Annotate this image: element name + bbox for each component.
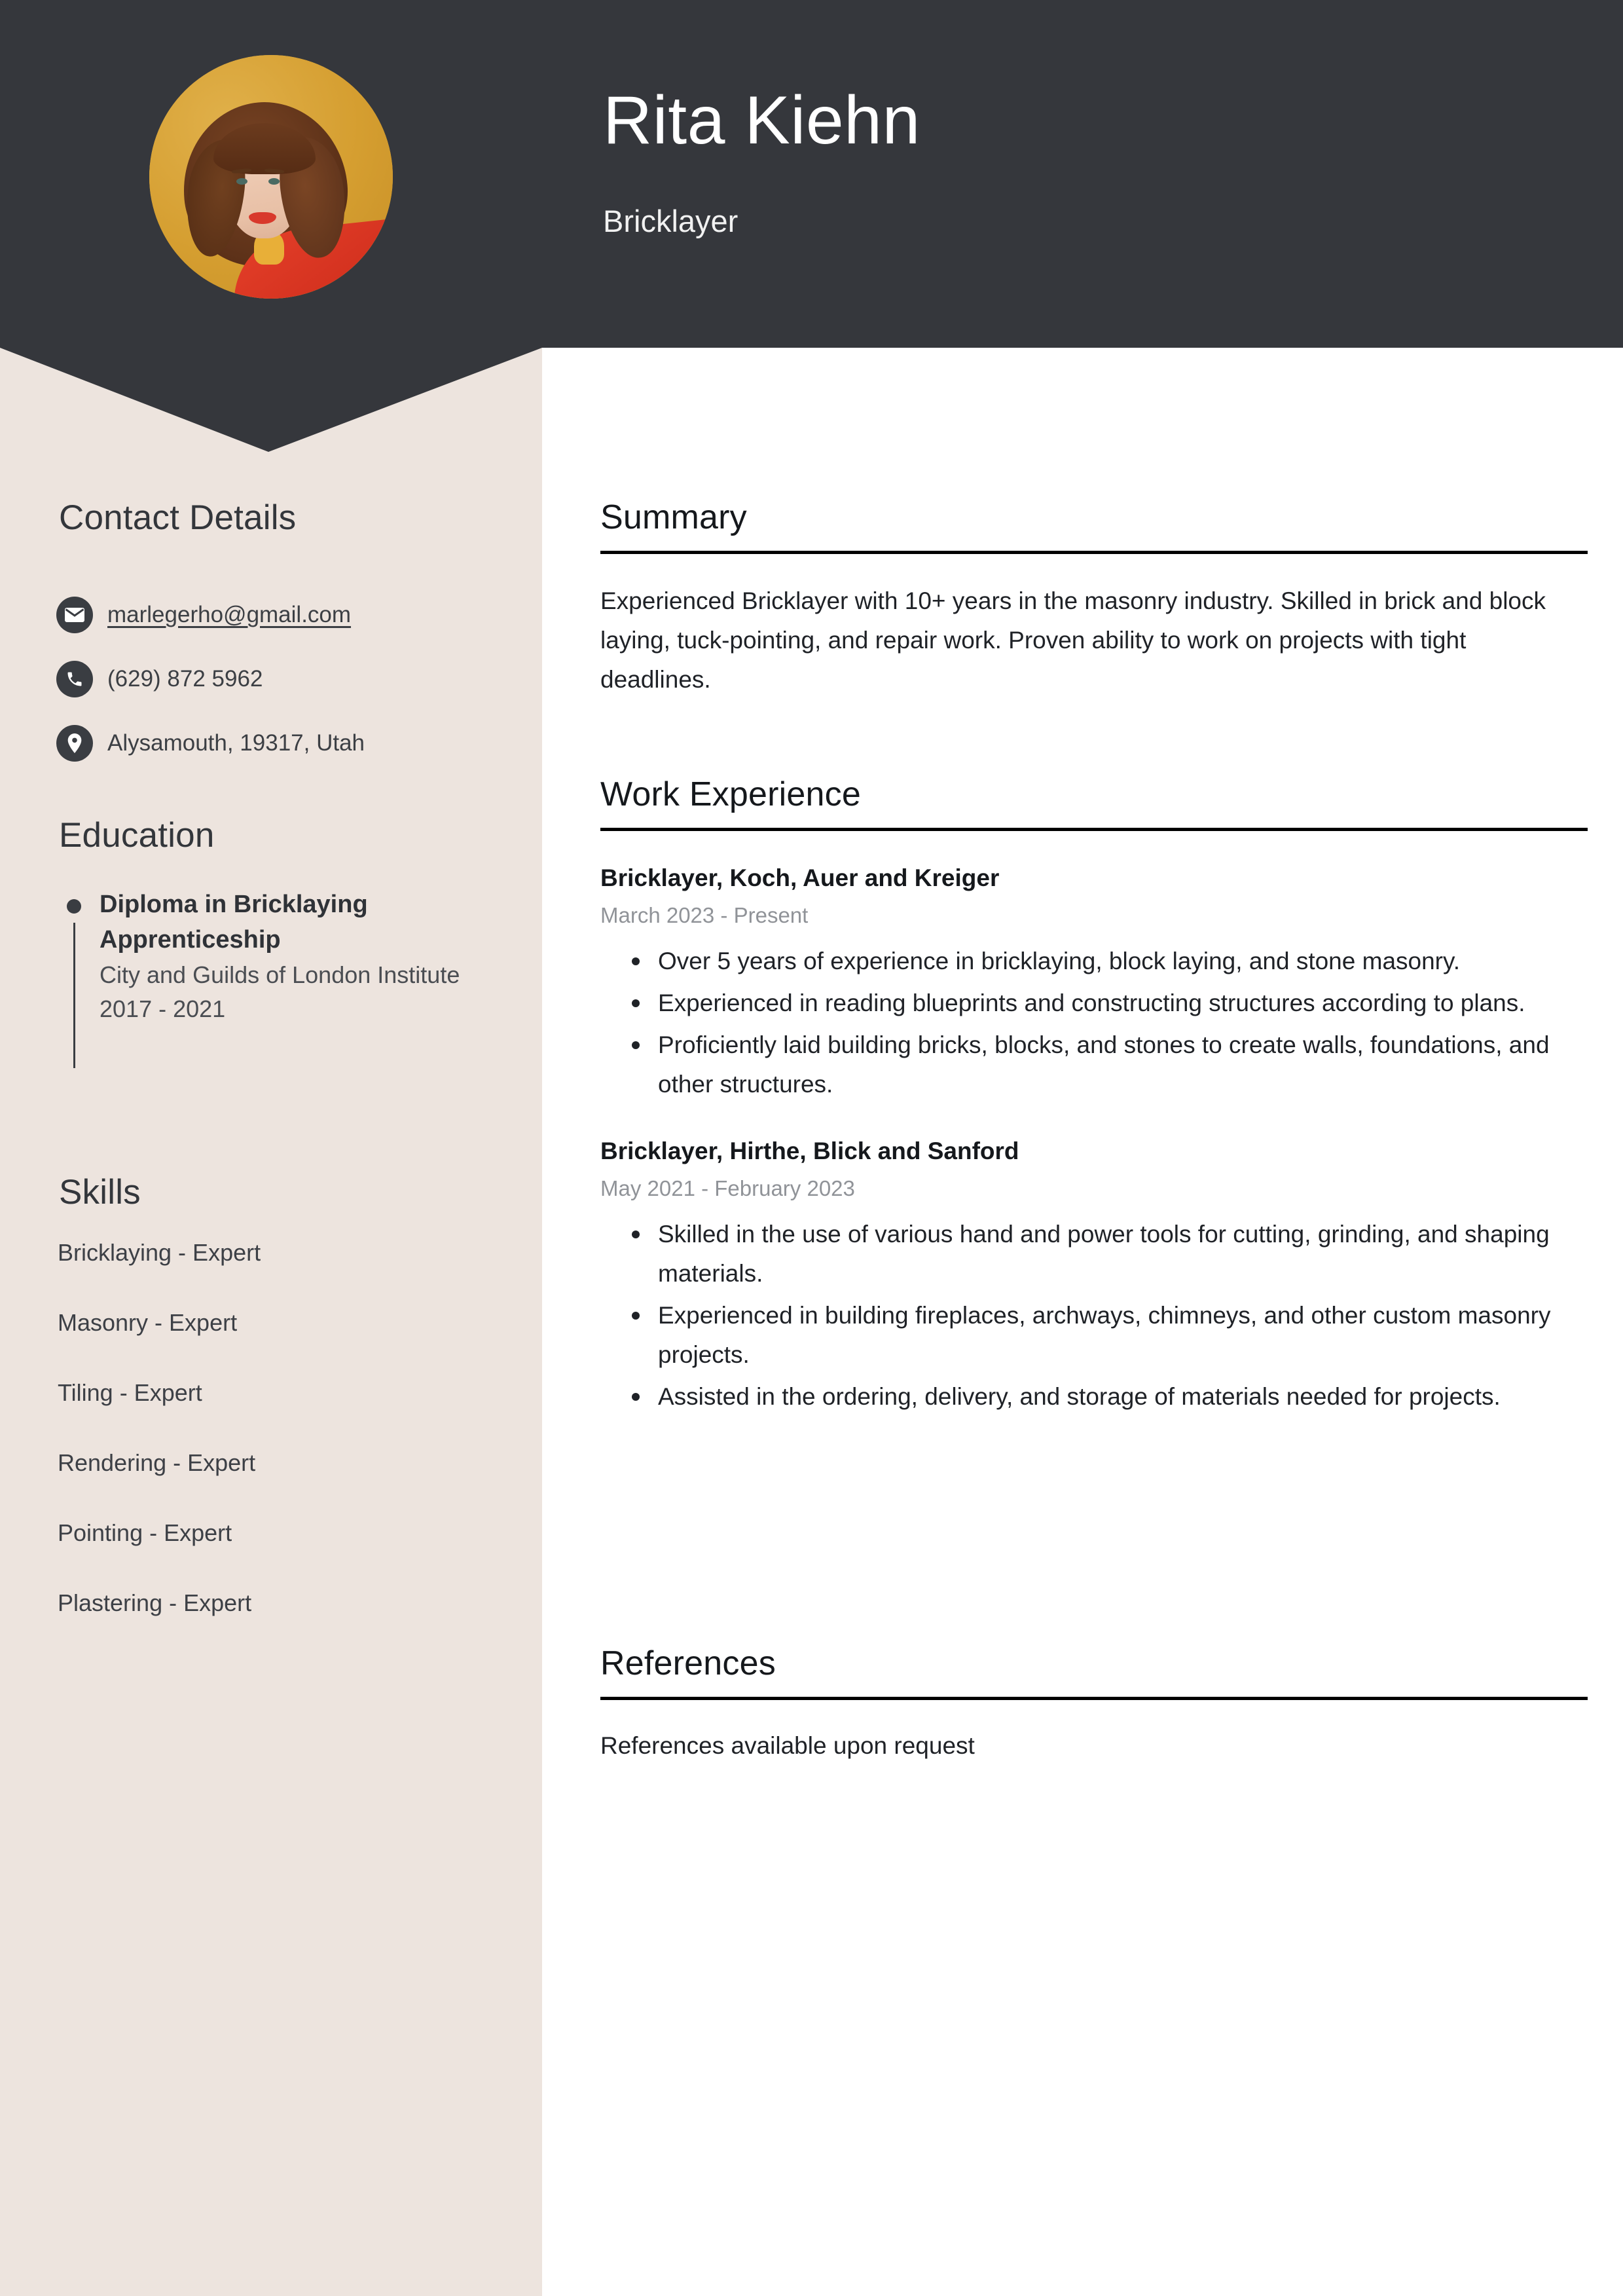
work-experience-heading: Work Experience: [600, 775, 861, 813]
candidate-job-title: Bricklayer: [603, 204, 739, 238]
section-divider: [600, 551, 1588, 554]
contact-location-text: Alysamouth, 19317, Utah: [107, 730, 365, 756]
contact-details-heading: Contact Details: [59, 498, 297, 537]
skill-item: Bricklaying - Expert: [58, 1239, 261, 1266]
education-school: City and Guilds of London Institute: [100, 961, 460, 988]
summary-section: [600, 499, 1589, 724]
map-pin-icon: [56, 725, 93, 762]
skill-item: Rendering - Expert: [58, 1449, 256, 1476]
job-bullet-list: [600, 942, 1589, 1104]
job-bullet-list: [600, 1215, 1589, 1416]
job-dates: May 2021 - February 2023: [600, 1176, 855, 1201]
references-heading: References: [600, 1644, 776, 1682]
contact-item-email[interactable]: [56, 583, 515, 647]
skill-item: Masonry - Expert: [58, 1309, 238, 1336]
profile-photo: [149, 55, 393, 299]
work-experience-section: [600, 776, 1589, 1419]
work-experience-entry: [600, 862, 1589, 1104]
summary-text: Experienced Bricklayer with 10+ years in the masonry industry. Skilled in brick and block laying, tuck-pointing, and repair work. Proven ability to work on projects with tight deadlines.: [600, 587, 1546, 694]
contact-item-phone[interactable]: [56, 647, 515, 711]
skill-item: Plastering - Expert: [58, 1589, 252, 1616]
contact-phone-text: (629) 872 5962: [107, 666, 263, 692]
job-bullet: Assisted in the ordering, delivery, and storage of materials needed for projects.: [658, 1377, 1575, 1416]
education-dates: 2017 - 2021: [100, 995, 226, 1023]
contact-email-text[interactable]: marlegerho@gmail.com: [107, 602, 352, 627]
candidate-name: Rita Kiehn: [603, 83, 921, 158]
summary-heading: Summary: [600, 498, 747, 536]
contact-item-location[interactable]: [56, 711, 515, 775]
timeline-line: [73, 923, 75, 1068]
references-text: References available upon request: [600, 1732, 975, 1760]
job-bullet: Over 5 years of experience in bricklaying, block laying, and stone masonry.: [658, 942, 1575, 981]
section-divider: [600, 1697, 1588, 1700]
job-bullet: Skilled in the use of various hand and power tools for cutting, grinding, and shaping materials.: [658, 1215, 1575, 1293]
contact-details-list: [56, 583, 515, 775]
job-title: Bricklayer, Koch, Auer and Kreiger: [600, 864, 1000, 892]
education-degree: Diploma in Bricklaying Apprenticeship: [100, 891, 368, 954]
skills-list: [58, 1241, 516, 1661]
references-section: [600, 1645, 1589, 1789]
job-bullet: Proficiently laid building bricks, blocks, and stones to create walls, foundations, and other structures.: [658, 1026, 1575, 1104]
education-heading: Education: [59, 816, 215, 855]
education-entry: [56, 887, 515, 1026]
job-title: Bricklayer, Hirthe, Blick and Sanford: [600, 1137, 1019, 1164]
section-divider: [600, 828, 1588, 831]
skills-heading: Skills: [59, 1173, 141, 1212]
job-bullet: Experienced in building fireplaces, archways, chimneys, and other custom masonry projects.: [658, 1296, 1575, 1375]
photo-eye-left: [236, 178, 247, 185]
photo-eye-right: [268, 178, 280, 185]
job-bullet: Experienced in reading blueprints and constructing structures according to plans.: [658, 984, 1575, 1023]
timeline-dot-icon: [67, 899, 81, 914]
skill-item: Tiling - Expert: [58, 1379, 202, 1406]
phone-icon: [56, 661, 93, 697]
envelope-icon: [56, 597, 93, 633]
work-experience-entry: [600, 1136, 1589, 1416]
skill-item: Pointing - Expert: [58, 1519, 232, 1546]
job-dates: March 2023 - Present: [600, 903, 809, 928]
